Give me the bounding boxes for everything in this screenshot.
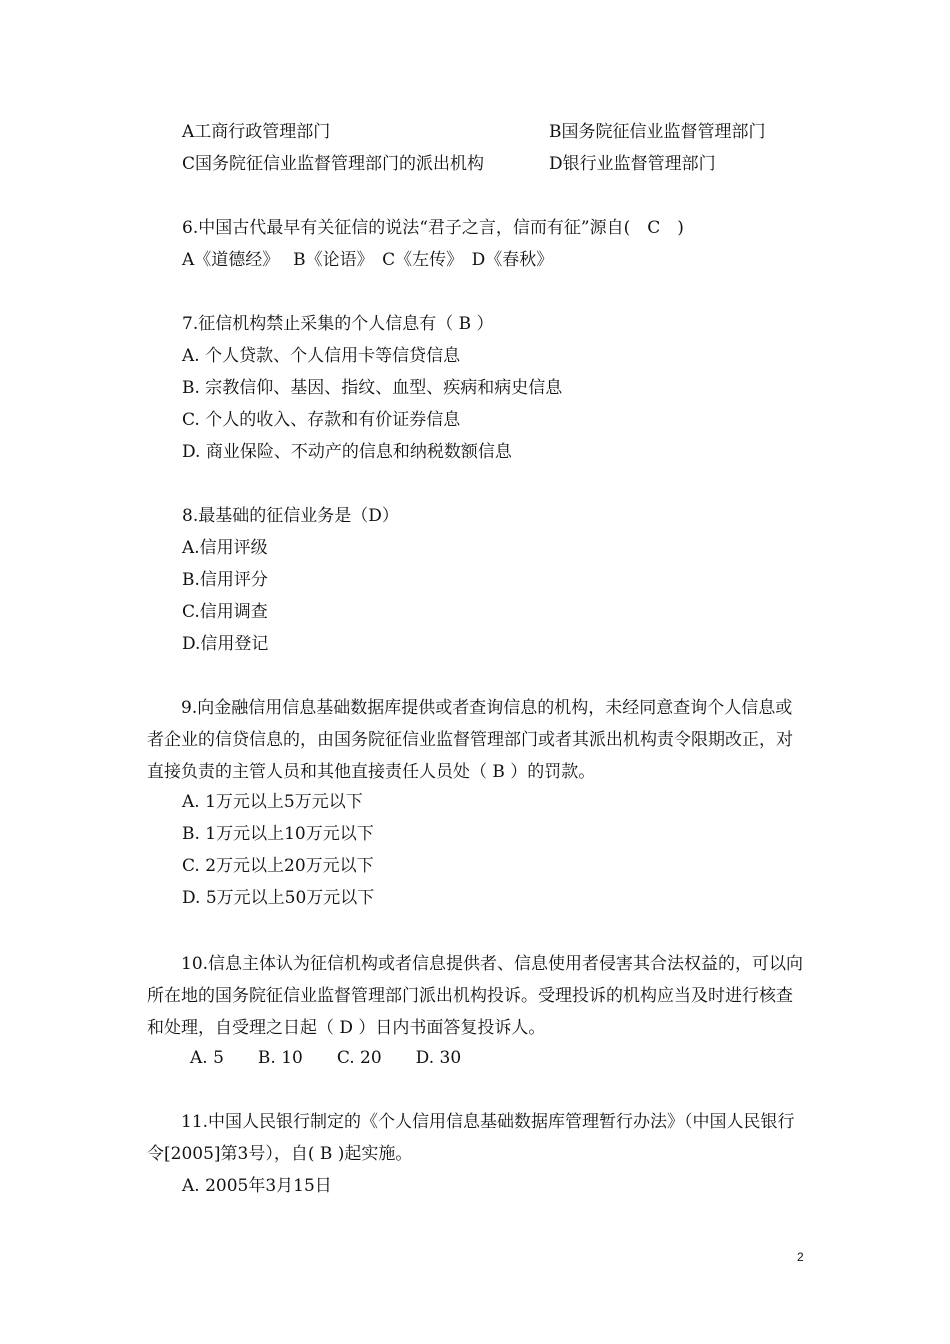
q8-option: B.信用评分: [182, 570, 268, 590]
q8-option: A.信用评级: [182, 538, 268, 558]
q7-stem: 7.征信机构禁止采集的个人信息有（ B ）: [182, 314, 494, 334]
q6-options: A《道德经》 B《论语》 C《左传》 D《春秋》: [182, 250, 554, 270]
q10-stem: 10.信息主体认为征信机构或者信息提供者、信息使用者侵害其合法权益的，可以向所在地的国务院征信业监督管理部门派出机构投诉。受理投诉的机构应当及时进行核查和处理，自受理之日起（ D ）日内书面答复投诉人。: [147, 954, 804, 1038]
q8-option: D.信用登记: [182, 634, 269, 654]
q5-option-c: C国务院征信业监督管理部门的派出机构: [182, 154, 485, 174]
q8-stem: 8.最基础的征信业务是（D）: [182, 506, 399, 526]
q9-option: A. 1万元以上5万元以下: [182, 792, 363, 812]
q6-stem: 6.中国古代最早有关征信的说法“君子之言，信而有征”源自( C ): [182, 218, 684, 238]
q7-option: D. 商业保险、不动产的信息和纳税数额信息: [182, 442, 512, 462]
q7-option: A. 个人贷款、个人信用卡等信贷信息: [182, 346, 461, 366]
q7-option: C. 个人的收入、存款和有价证券信息: [182, 410, 461, 430]
q11-option: A. 2005年3月15日: [182, 1176, 332, 1196]
page-number: 2: [797, 1250, 804, 1264]
q9-stem: 9.向金融信用信息基础数据库提供或者查询信息的机构，未经同意查询个人信息或者企业的信贷信息的，由国务院征信业监督管理部门或者其派出机构责令限期改正，对直接负责的主管人员和其他直接责任人员处（ B ）的罚款。: [147, 698, 793, 782]
q5-option-d: D银行业监督管理部门: [549, 154, 716, 174]
q11-stem: 11.中国人民银行制定的《个人信用信息基础数据库管理暂行办法》（中国人民银行令[2005]第3号），自( B )起实施。: [147, 1112, 795, 1164]
q8-option: C.信用调查: [182, 602, 268, 622]
q5-option-b: B国务院征信业监督管理部门: [549, 122, 766, 142]
q10-options: A. 5 B. 10 C. 20 D. 30: [190, 1048, 462, 1068]
q9-option: B. 1万元以上10万元以下: [182, 824, 374, 844]
q9-option: C. 2万元以上20万元以下: [182, 856, 374, 876]
q9-option: D. 5万元以上50万元以下: [182, 888, 375, 908]
q5-option-a: A工商行政管理部门: [182, 122, 331, 142]
q7-option: B. 宗教信仰、基因、指纹、血型、疾病和病史信息: [182, 378, 563, 398]
